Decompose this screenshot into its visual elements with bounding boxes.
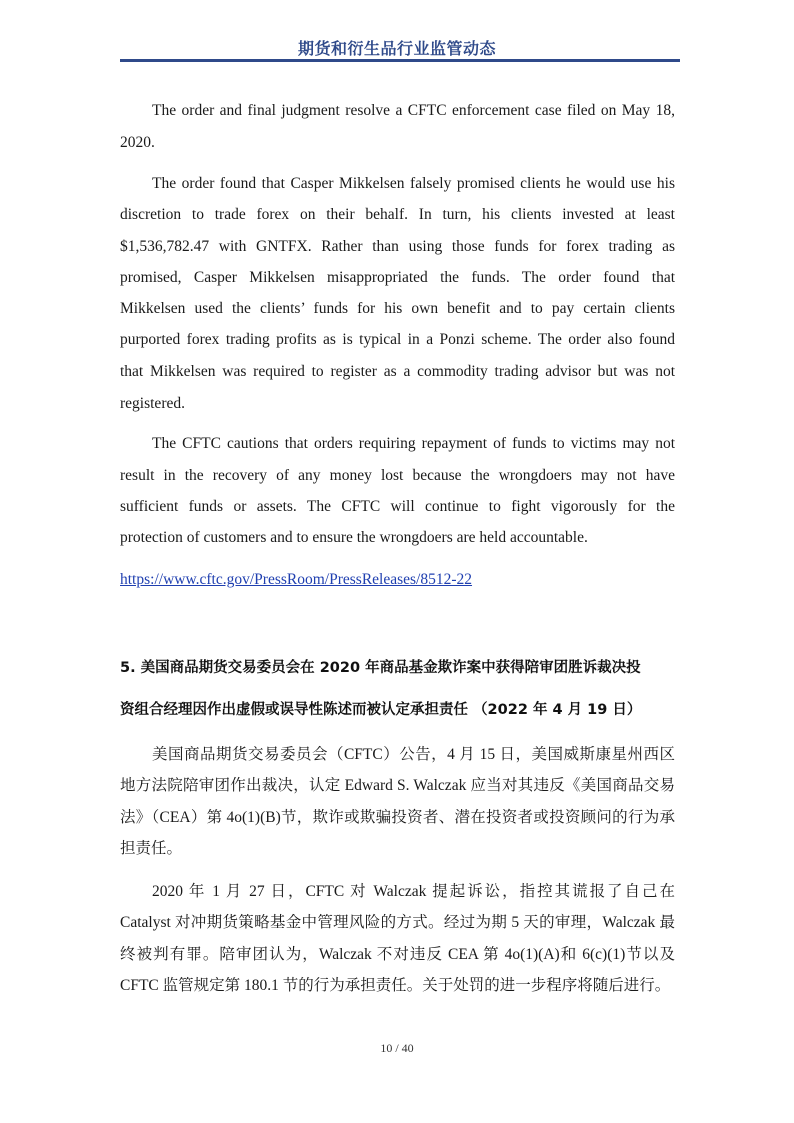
paragraph-1-line: 2020. [120,134,155,151]
section-heading-line: 5. 美国商品期货交易委员会在 2020 年商品基金欺诈案中获得陪审团胜诉裁决投 [120,660,641,676]
source-link-row [120,570,675,590]
paragraph-2-line: The order found that Casper Mikkelsen falsely promised clients he would use his [152,175,675,192]
section-5-paragraph-2: 2020 年 1 月 27 日，CFTC 对 Walczak 提起诉讼，指控其谎报了自己在 Catalyst 对冲期货策略基金中管理风险的方式。经过为期 5 天的审理，Walczak 最终被判有罪。陪审团认为，Walczak 不对违反 CEA 第 4o(1)(A)和 6(c)(1)节以及 CFTC 监管规定第 180.1 节的行为承担责任。关于处罚的进一步程序将随后进行。 [120,883,675,994]
header-divider [120,59,680,62]
paragraph-2-line: registered. [120,395,185,412]
paragraph-2-line: purported forex trading profits as is typical in a Ponzi scheme. The order also found [120,331,675,348]
paragraph-2-line: that Mikkelsen was required to register as a commodity trading advisor but was not [120,363,675,380]
source-link[interactable]: https://www.cftc.gov/PressRoom/PressReleases/8512-22 [120,571,473,588]
section-heading-line: 资组合经理因作出虚假或误导性陈述而被认定承担责任 （2022 年 4 月 19 日） [120,702,642,718]
paragraph-3-line: The CFTC cautions that orders requiring repayment of funds to victims may not [152,435,675,452]
section-5-paragraph-1: 美国商品期货交易委员会（CFTC）公告，4 月 15 日，美国威斯康星州西区地方法院陪审团作出裁决，认定 Edward S. Walczak 应当对其违反《美国商品交易法》（CEA）第 4o(1)(B)节，欺诈或欺骗投资者、潜在投资者或投资顾问的行为承担责任。 [120,746,675,857]
header-title: 期货和衍生品行业监管动态 [297,39,496,58]
paragraph-3-line: result in the recovery of any money lost because the wrongdoers may not have [120,467,675,484]
paragraph-2-line: Mikkelsen used the clients’ funds for his own benefit and to pay certain clients [120,300,675,317]
paragraph-1-line: The order and final judgment resolve a CFTC enforcement case filed on May 18, [152,102,675,119]
paragraph-3-line: sufficient funds or assets. The CFTC will continue to fight vigorously for the [120,498,675,515]
page-number: 10 / 40 [380,1041,414,1055]
paragraph-2-line: discretion to trade forex on their behalf. In turn, his clients invested at least [120,206,675,223]
paragraph-2-line: $1,536,782.47 with GNTFX. Rather than using those funds for forex trading as [120,238,675,255]
paragraph-2-line: promised, Casper Mikkelsen misappropriated the funds. The order found that [120,269,675,286]
paragraph-3-line: protection of customers and to ensure the wrongdoers are held accountable. [120,529,588,546]
